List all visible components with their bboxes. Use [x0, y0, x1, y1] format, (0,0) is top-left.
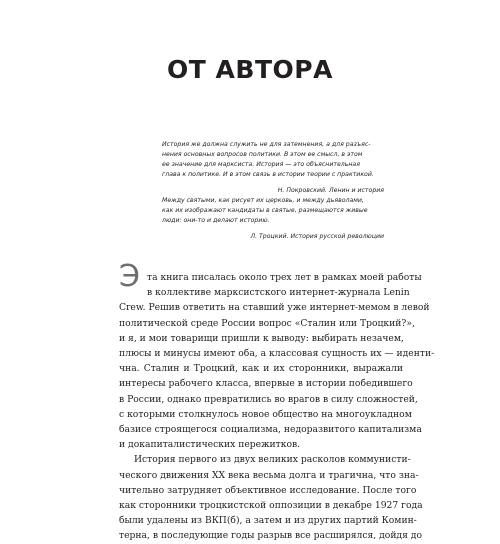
body-text [119, 270, 435, 544]
epigraph-line: Между святыми, как рисует их церковь, и между дьяволами, [162, 197, 364, 204]
epigraph-line: ее значение для марксиста. История — это объяснительная [162, 161, 360, 168]
epigraph-line: люди: они-то и делают историю. [162, 217, 270, 224]
epigraph-pokrovsky [162, 140, 384, 196]
epigraph-line: История же должна служить не для затемнения, а для разъяс- [162, 141, 371, 148]
body-line: плюсы и минусы имеют оба, а классовая сущность их — иденти- [119, 348, 435, 360]
body-line: та книга писалась около трех лет в рамках моей работы [147, 272, 422, 283]
body-line: интересы рабочего класса, впервые в истории победившего [119, 378, 413, 390]
chapter-title: ОТ АВТОРА [167, 55, 333, 84]
body-line: в России, однако превратились во врагов в силу сложностей, [119, 393, 418, 405]
body-line: чительно затрудняет объективное исследование. После того [119, 484, 417, 496]
body-line: как сторонники троцкистской оппозиции в декабре 1927 года [119, 500, 423, 512]
epigraph-line: глава к политике. И в этом связь в истории теории с практикой. [162, 171, 374, 178]
body-line: ческого движения XX века весьма долга и трагична, что зна- [119, 469, 419, 481]
epigraph-attribution: Н. Покровский. Ленин и история [277, 187, 384, 194]
body-line: Crew. Решив ответить на ставший уже интернет-мемом в левой [119, 302, 430, 314]
epigraph-line: нения основных вопросов политики. В этом ее смысл, в этом [162, 151, 363, 158]
body-line: терна, в последующие годы разрыв все расширялся, дойдя до [119, 530, 422, 542]
epigraph-attribution: Л. Троцкий. История русской революции [250, 233, 384, 240]
epigraph-trotsky [162, 196, 384, 242]
epigraph-line: как их изображают кандидаты в святые, размещаются живые [162, 207, 368, 214]
body-line: политической среде России вопрос «Сталин или Троцкий?», [119, 317, 415, 329]
body-line: История первого из двух великих расколов коммунисти- [134, 454, 411, 466]
body-line: были удалены из ВКП(б), а затем и из других партий Комин- [119, 515, 417, 527]
body-line: чна. Сталин и Троцкий, как и их сторонники, выражали [119, 363, 403, 375]
body-line: с которыми столкнулось новое общество на многоукладном [119, 408, 412, 420]
body-line: в коллективе марксистского интернет-журнала Lenin [147, 287, 410, 299]
body-line: и я, и мои товарищи пришли к выводу: выбирать незачем, [119, 332, 404, 344]
body-line: и докапиталистических пережитков. [119, 439, 301, 451]
body-line: базисе строящегося социализма, недоразвитого капитализма [119, 424, 422, 436]
drop-cap: Э [119, 259, 140, 294]
